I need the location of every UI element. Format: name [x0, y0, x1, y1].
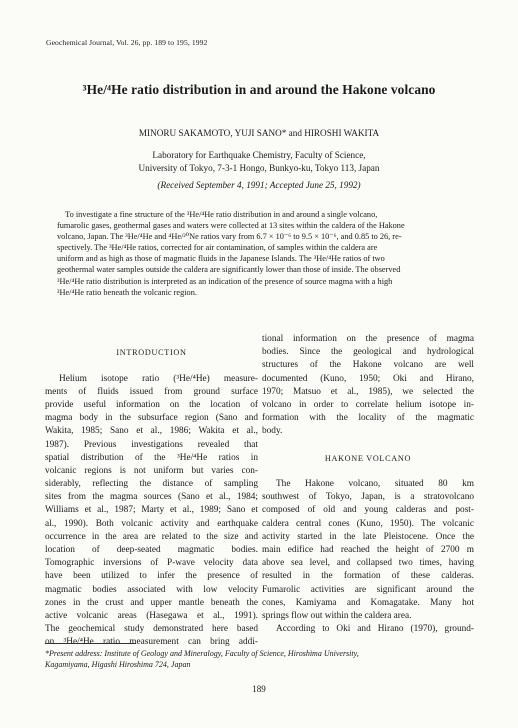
body-line: magma body in the subsurface region (Sano and [45, 413, 258, 424]
body-line: southwest of Tokyo, Japan, is a stratovolcano [262, 492, 474, 503]
paper-title: ³He/⁴He ratio distribution in and around the Hakone volcano [82, 82, 436, 97]
body-line: al., 1990). Both volcanic activity and earthquake [45, 518, 258, 529]
body-line: tional information on the presence of magma [262, 334, 474, 344]
left-column [45, 333, 258, 650]
body-line: formation with the locality of the magmatic [262, 413, 474, 424]
abstract-line: To investigate a fine structure of the ³He/⁴He ratio distribution in and around a single volcano, [57, 210, 378, 219]
abstract-line: volcano, Japan. The ³He/⁴He and ⁴He/²⁰Ne ratios vary from 6.7 × 10⁻⁶ to 9.5 × 10⁻⁶, and 0.85 to 26, re- [57, 232, 402, 242]
affiliation-line: University of Tokyo, 7-3-1 Hongo, Bunkyo-ku, Tokyo 113, Japan [138, 162, 380, 173]
body-line: volcano in order to correlate helium isotope in- [262, 399, 474, 410]
body-line: Helium isotope ratio (³He/⁴He) measure- [59, 373, 258, 384]
body-line: Tomographic inversions of P-wave velocity data [45, 558, 258, 569]
body-line: 1970; Matsuo et al., 1985), we selected the [262, 386, 474, 397]
body-line: The Hakone volcano, situated 80 km [276, 479, 474, 490]
body-line: siderably, reflecting the distance of sampling [45, 479, 258, 490]
section-heading-introduction: INTRODUCTION [116, 348, 187, 358]
running-header: Geochemical Journal, Vol. 26, pp. 189 to 195, 1992 [46, 38, 208, 47]
body-line: The geochemical study demonstrated here based [45, 624, 258, 635]
body-line: provide useful information on the location of [45, 399, 258, 410]
body-line: main edifice had reached the height of 2700 m [262, 545, 474, 555]
body-line: on ³He/⁴He ratio measurement can bring addi- [45, 637, 258, 648]
abstract-line: uniform and as high as those of magmatic fluids in the Japanese Islands. The ³He/⁴He ratios of two [57, 254, 385, 264]
author-list: MINORU SAKAMOTO, YUJI SANO* and HIROSHI WAKITA [138, 128, 380, 138]
page-number: 189 [252, 684, 266, 694]
body-line: According to Oki and Hirano (1970), ground- [276, 624, 474, 635]
body-line: cones, Kamiyama and Komagatake. Many hot [262, 597, 474, 608]
footnote-line: Kagamiyama, Higashi Hiroshima 724, Japan [45, 660, 191, 669]
body-line: Wakita, 1985; Sano et al., 1986; Wakita et al., [45, 426, 258, 437]
right-column [262, 333, 474, 636]
abstract-line: geothermal water samples outside the caldera are significantly lower than those of inside. The observed [57, 265, 401, 275]
body-line: spatial distribution of the ³He/⁴He ratios in [45, 452, 258, 463]
received-dates: (Received September 4, 1991; Accepted June 25, 1992) [157, 180, 361, 190]
abstract-line: ³He/⁴He ratio distribution is interpreted as an indication of the presence of source magma with a high [57, 276, 393, 286]
body-line: zones in the crust and upper mantle beneath the [45, 597, 258, 608]
abstract-line: fumarolic gases, geothermal gases and waters were collected at 13 sites within the caldera of the Hakone [57, 221, 405, 231]
abstract-line: spectively. The ³He/⁴He ratios, corrected for air contamination, of samples within the caldera are [57, 243, 378, 253]
body-line: Williams et al., 1987; Marty et al., 1989; Sano et [45, 505, 258, 516]
footnote [45, 648, 475, 670]
section-heading-hakone-volcano: HAKONE VOLCANO [324, 453, 412, 463]
body-line: springs flow out within the caldera area. [262, 610, 412, 621]
body-line: body. [262, 426, 283, 437]
body-line: 1987). Previous investigations revealed that [45, 439, 258, 450]
body-line: occurrence in the area are related to the size and [45, 531, 258, 542]
body-line: active volcanic areas (Hasegawa et al., 1991). [45, 610, 258, 621]
body-line: structures of the Hakone volcano are well [262, 360, 474, 371]
body-line: magmatic bodies associated with low velocity [45, 584, 258, 595]
body-line: volcanic regions is not uniform but varies con- [45, 465, 258, 476]
body-line: resulted in the formation of these calderas. [262, 571, 474, 582]
body-line: location of deep-seated magmatic bodies. [45, 545, 258, 555]
affiliation [0, 149, 518, 174]
body-line: ments of fluids issued from ground surface [45, 386, 258, 397]
body-line: bodies. Since the geological and hydrological [262, 347, 474, 358]
body-line: above sea level, and collapsed two times, having [262, 558, 474, 569]
body-line: documented (Kuno, 1950; Oki and Hirano, [262, 373, 474, 384]
body-line: have been utilized to infer the presence of [45, 571, 258, 582]
affiliation-line: Laboratory for Earthquake Chemistry, Faculty of Science, [152, 150, 366, 160]
body-line: Fumarolic activities are significant around the [262, 584, 474, 595]
body-line: activity started in the late Pleistocene. Once the [262, 531, 474, 542]
abstract [57, 209, 462, 298]
footnote-rule [45, 643, 135, 644]
footnote-line: *Present address: Institute of Geology and Mineralogy, Faculty of Science, Hiroshima University, [45, 649, 359, 658]
body-line: sites from the magma sources (Sano et al., 1984; [45, 492, 258, 503]
body-line: composed of old and young calderas and post- [262, 505, 474, 516]
abstract-line: ³He/⁴He ratio beneath the volcanic region. [57, 287, 197, 297]
body-line: caldera central cones (Kuno, 1950). The volcanic [262, 518, 474, 529]
